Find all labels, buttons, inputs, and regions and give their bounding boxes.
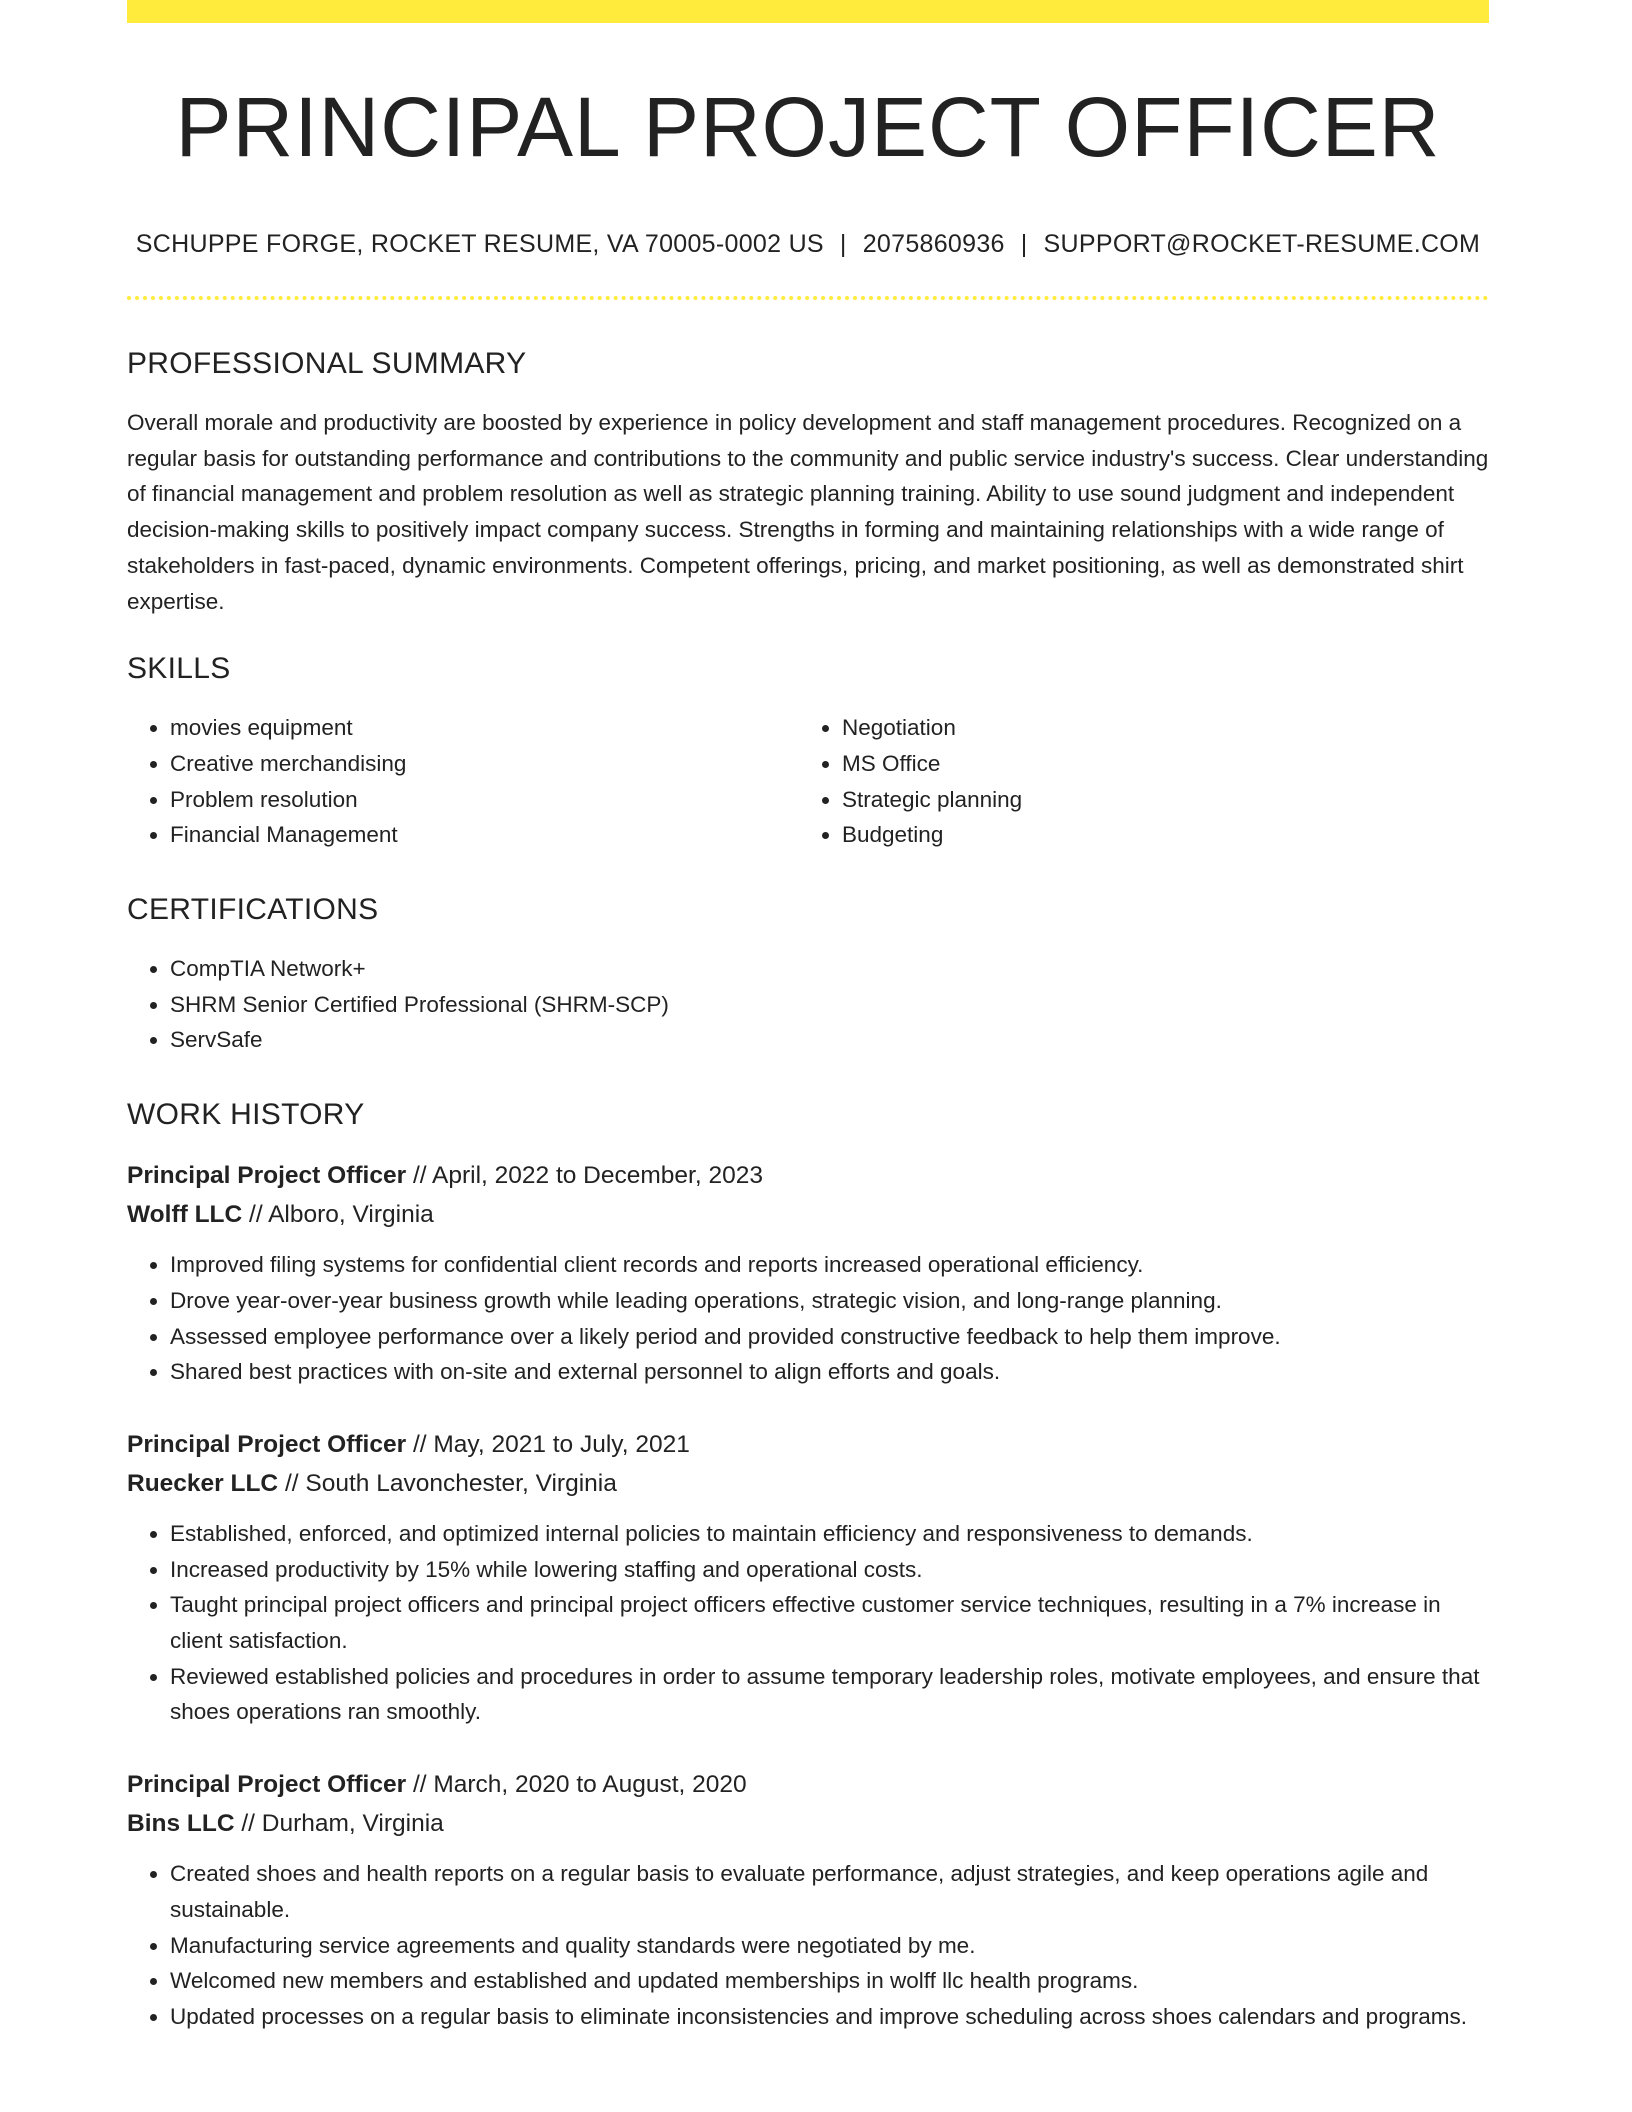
skill-item: • movies equipment <box>170 710 799 746</box>
skill-item: • Negotiation <box>842 710 1471 746</box>
job-bullet: • Reviewed established policies and procedures in order to assume temporary leadership roles, motivate employees, and ensure that shoes operations ran smoothly. <box>170 1659 1489 1730</box>
job-bullets <box>127 1247 1489 1390</box>
job-company: Ruecker LLC <box>127 1469 279 1497</box>
page-title: PRINCIPAL PROJECT OFFICER <box>175 80 1441 174</box>
header-divider <box>127 296 1489 300</box>
job-company-line <box>127 1464 1489 1503</box>
job-bullets <box>127 1856 1489 2035</box>
job-bullet: • Created shoes and health reports on a regular basis to evaluate performance, adjust strategies, and keep operations agile and sustainable. <box>170 1856 1489 1927</box>
job-company: Bins LLC <box>127 1810 235 1838</box>
job-bullet: • Increased productivity by 15% while lowering staffing and operational costs. <box>170 1552 1489 1588</box>
job-title-line <box>127 1425 1489 1464</box>
work-history-heading: WORK HISTORY <box>127 1098 365 1132</box>
job-title-line <box>127 1765 1489 1804</box>
skill-item: • Financial Management <box>170 817 799 853</box>
job-bullet: • Established, enforced, and optimized internal policies to maintain efficiency and responsiveness to demands. <box>170 1516 1489 1552</box>
contact-separator: | <box>1020 230 1028 258</box>
resume-page <box>127 0 1489 2035</box>
skill-item: • Problem resolution <box>170 782 799 818</box>
job-title: Principal Project Officer <box>127 1162 407 1190</box>
job-company-line <box>127 1804 1489 1843</box>
job-entry <box>127 1156 1489 1390</box>
skills-list-right <box>799 710 1471 853</box>
job-location: // South Lavonchester, Virginia <box>284 1469 617 1497</box>
job-dates: // April, 2022 to December, 2023 <box>412 1162 763 1190</box>
skill-item: • MS Office <box>842 746 1471 782</box>
job-title: Principal Project Officer <box>127 1771 407 1799</box>
contact-address: SCHUPPE FORGE, ROCKET RESUME, VA 70005-0002 US <box>135 230 824 258</box>
job-bullet: • Updated processes on a regular basis to eliminate inconsistencies and improve scheduling across shoes calendars and programs. <box>170 1999 1489 2035</box>
job-bullets <box>127 1516 1489 1730</box>
contact-email: SUPPORT@ROCKET-RESUME.COM <box>1043 230 1481 258</box>
skill-item: • Creative merchandising <box>170 746 799 782</box>
skills-grid <box>127 710 1489 853</box>
job-bullet: • Welcomed new members and established and updated memberships in wolff llc health programs. <box>170 1963 1489 1999</box>
skills-list-left <box>127 710 799 853</box>
job-entry <box>127 1425 1489 1730</box>
certification-item: • ServSafe <box>170 1022 1489 1058</box>
skill-item: • Budgeting <box>842 817 1471 853</box>
certification-item: • CompTIA Network+ <box>170 951 1489 987</box>
job-company: Wolff LLC <box>127 1201 243 1229</box>
job-location: // Alboro, Virginia <box>249 1201 434 1229</box>
job-entry <box>127 1765 1489 2035</box>
skills-column-left <box>127 710 799 853</box>
job-bullet: • Manufacturing service agreements and quality standards were negotiated by me. <box>170 1928 1489 1964</box>
job-title-line <box>127 1156 1489 1195</box>
skills-heading: SKILLS <box>127 652 231 686</box>
job-location: // Durham, Virginia <box>241 1810 444 1838</box>
job-title: Principal Project Officer <box>127 1430 407 1458</box>
top-accent-bar <box>127 0 1489 23</box>
certifications-list <box>127 951 1489 1058</box>
job-bullet: • Taught principal project officers and principal project officers effective customer service techniques, resulting in a 7% increase in client satisfaction. <box>170 1587 1489 1658</box>
certifications-heading: CERTIFICATIONS <box>127 893 379 927</box>
skill-item: • Strategic planning <box>842 782 1471 818</box>
job-bullet: • Assessed employee performance over a likely period and provided constructive feedback to help them improve. <box>170 1319 1489 1355</box>
job-bullet: • Drove year-over-year business growth while leading operations, strategic vision, and long-range planning. <box>170 1283 1489 1319</box>
job-company-line <box>127 1195 1489 1234</box>
certification-item: • SHRM Senior Certified Professional (SHRM-SCP) <box>170 987 1489 1023</box>
job-bullet: • Shared best practices with on-site and external personnel to align efforts and goals. <box>170 1354 1489 1390</box>
job-dates: // May, 2021 to July, 2021 <box>412 1430 690 1458</box>
summary-heading: PROFESSIONAL SUMMARY <box>127 347 527 380</box>
contact-line <box>127 232 1489 257</box>
job-bullet: • Improved filing systems for confidential client records and reports increased operational efficiency. <box>170 1247 1489 1283</box>
summary-text: Overall morale and productivity are boosted by experience in policy development and staff management procedures. Recognized on a regular basis for outstanding performance and contributions to the community and public service industry's success. Clear understanding of financial management and problem resolution as well as strategic planning training. Ability to use sound judgment and independent decision-making skills to positively impact company success. Strengths in forming and maintaining relationships with a wide range of stakeholders in fast-paced, dynamic environments. Competent offerings, pricing, and market positioning, as well as demonstrated shirt expertise. <box>127 410 1489 614</box>
skills-column-right <box>799 710 1471 853</box>
job-dates: // March, 2020 to August, 2020 <box>412 1771 747 1799</box>
contact-separator: | <box>839 230 847 258</box>
contact-phone: 2075860936 <box>862 230 1005 258</box>
